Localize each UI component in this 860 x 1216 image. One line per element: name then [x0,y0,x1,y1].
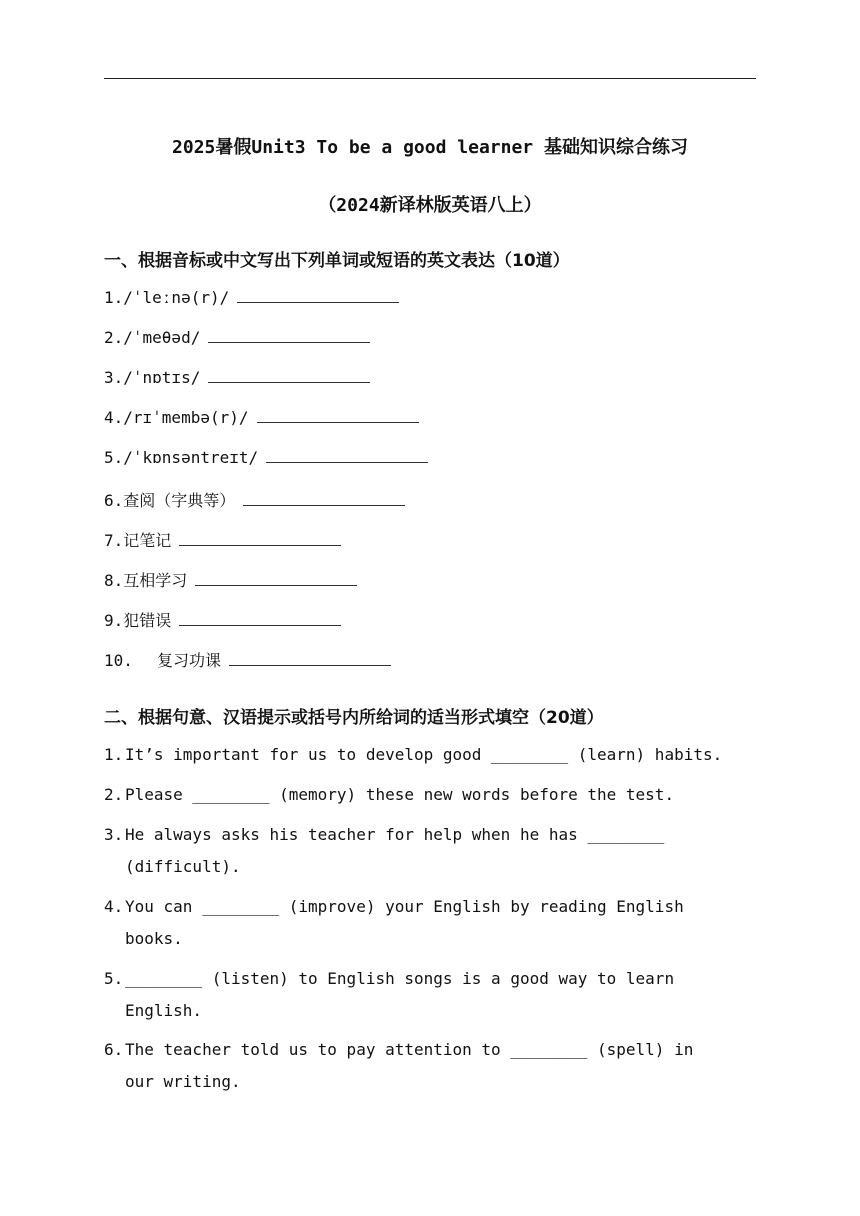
item-number: 10. [104,651,133,670]
item-number: 5. [104,448,124,467]
list-item [104,408,419,427]
header-rule [104,78,756,79]
question-item [104,891,719,955]
item-sentence: He always asks his teacher for help when he has ________ (difficult). [125,825,665,876]
question-item [104,819,704,883]
item-sentence: Please ________ (memory) these new words before the test. [125,785,675,804]
section-2-heading: 二、根据句意、汉语提示或括号内所给词的适当形式填空（20道） [104,708,604,728]
item-prompt: /ˈkɒnsəntreɪt/ [123,448,259,467]
answer-blank[interactable] [208,328,370,343]
item-number: 7. [104,531,124,550]
item-number: 3. [104,825,124,844]
item-prompt: /ˈmeθəd/ [123,328,201,347]
answer-blank[interactable] [208,368,370,383]
item-number: 4. [104,897,124,916]
list-item [104,528,341,551]
item-number: 4. [104,408,124,427]
item-sentence: ________ (listen) to English songs is a good way to learn English. [125,969,675,1020]
section-1-heading: 一、根据音标或中文写出下列单词或短语的英文表达（10道） [104,251,570,271]
list-item [104,648,391,671]
item-number: 2. [104,785,124,804]
item-prompt: 犯错误 [123,611,172,630]
question-item [104,1034,724,1098]
list-item [104,448,428,467]
item-sentence: It’s important for us to develop good ________ (learn) habits. [125,745,723,764]
answer-blank[interactable] [179,611,341,626]
question-item [104,779,764,811]
answer-blank[interactable] [229,651,391,666]
item-sentence: You can ________ (improve) your English by reading English books. [125,897,684,948]
list-item [104,488,405,511]
item-prompt: /ˈleːnə(r)/ [123,288,230,307]
answer-blank[interactable] [243,491,405,506]
question-item [104,739,764,771]
item-number: 2. [104,328,124,347]
item-number: 9. [104,611,124,630]
item-prompt: 查阅（字典等） [123,491,236,510]
document-subtitle: （2024新译林版英语八上） [318,195,542,216]
item-number: 5. [104,969,124,988]
list-item [104,368,370,387]
item-number: 1. [104,288,124,307]
item-prompt: /rɪˈmembə(r)/ [123,408,249,427]
answer-blank[interactable] [195,571,357,586]
list-item [104,328,370,347]
item-prompt: 记笔记 [123,531,172,550]
answer-blank[interactable] [179,531,341,546]
item-sentence: The teacher told us to pay attention to ________ (spell) in our writing. [125,1040,694,1091]
item-number: 6. [104,491,124,510]
answer-blank[interactable] [266,448,428,463]
list-item [104,288,399,307]
answer-blank[interactable] [257,408,419,423]
item-number: 6. [104,1040,124,1059]
answer-blank[interactable] [237,288,399,303]
question-item [104,963,714,1027]
item-number: 3. [104,368,124,387]
item-number: 1. [104,745,124,764]
item-prompt: 复习功课 [157,651,222,670]
list-item [104,608,341,631]
item-number: 8. [104,571,124,590]
list-item [104,568,357,591]
item-prompt: /ˈnɒtɪs/ [123,368,201,387]
item-prompt: 互相学习 [123,571,188,590]
document-title: 2025暑假Unit3 To be a good learner 基础知识综合练习 [172,137,688,158]
